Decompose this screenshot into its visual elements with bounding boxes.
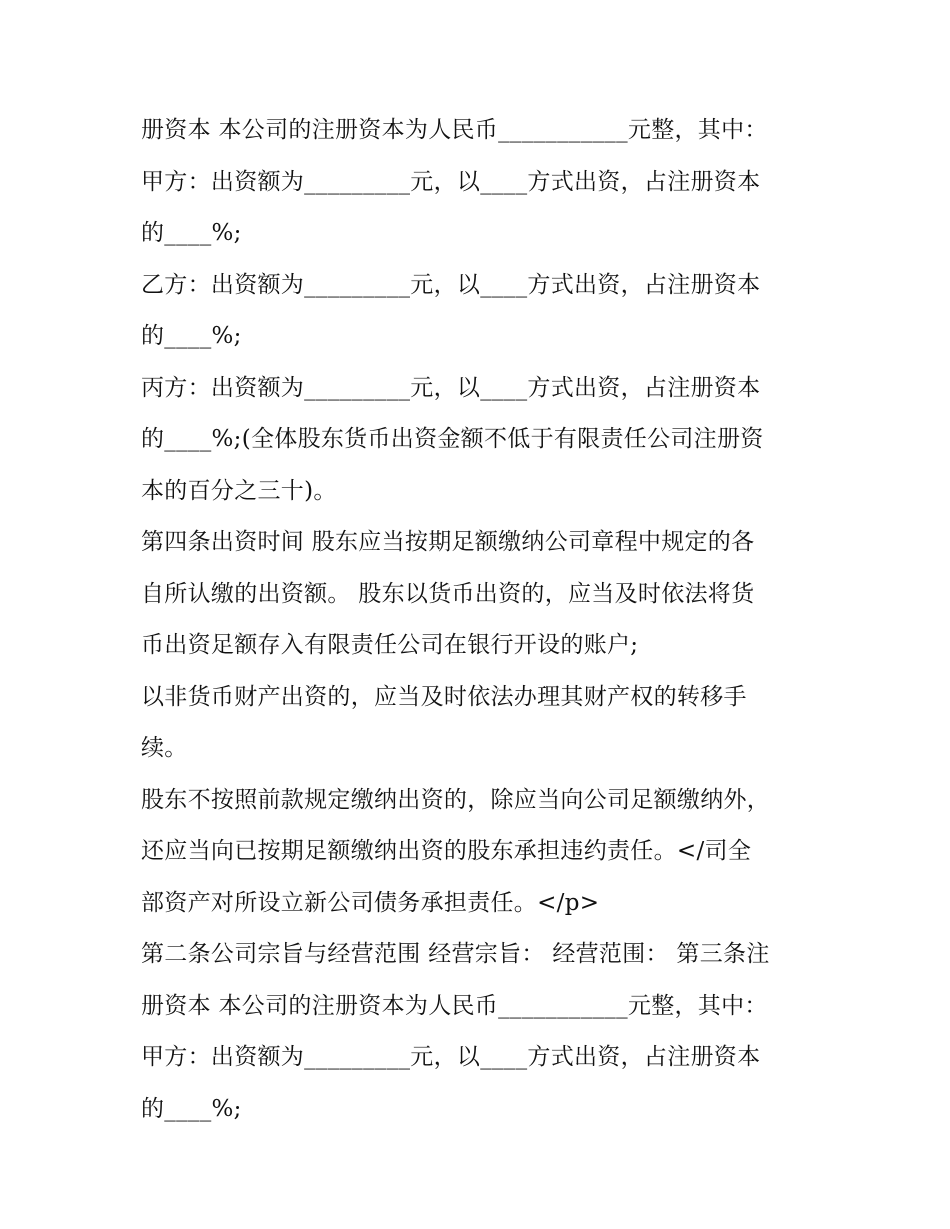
text-line: 丙方：出资额为_________元，以____方式出资，占注册资本 — [141, 374, 761, 401]
text-line: 册资本 本公司的注册资本为人民币___________元整，其中： — [141, 117, 768, 143]
text-line: 本的百分之三十)。 — [141, 477, 337, 504]
text-line: 乙方：出资额为_________元，以____方式出资，占注册资本 — [141, 271, 761, 298]
text-line: 币出资足额存入有限责任公司在银行开设的账户; — [141, 632, 639, 658]
text-line: 甲方：出资额为_________元，以____方式出资，占注册资本 — [141, 168, 761, 195]
text-line: 第四条出资时间 股东应当按期足额缴纳公司章程中规定的各 — [141, 529, 755, 555]
text-line: 的____%; — [141, 1095, 242, 1122]
text-line: 的____%; — [141, 323, 242, 349]
text-line: 以非货币财产出资的，应当及时依法办理其财产权的转移手 — [141, 683, 747, 710]
text-line: 的____%; — [141, 220, 242, 246]
text-line: 续。 — [141, 735, 188, 761]
document-body — [141, 105, 821, 1135]
text-line: 股东不按照前款规定缴纳出资的，除应当向公司足额缴纳外， — [141, 786, 771, 813]
text-line: 册资本 本公司的注册资本为人民币___________元整，其中： — [141, 992, 768, 1019]
text-line: 的____%;(全体股东货币出资金额不低于有限责任公司注册资 — [141, 426, 764, 452]
text-line: 部资产对所设立新公司债务承担责任。</p> — [141, 889, 600, 916]
text-line: 自所认缴的出资额。 股东以货币出资的，应当及时依法将货 — [141, 580, 755, 607]
text-line: 第二条公司宗旨与经营范围 经营宗旨： 经营范围： 第三条注 — [141, 941, 770, 967]
text-line: 还应当向已按期足额缴纳出资的股东承担违约责任。</司全 — [141, 838, 752, 864]
text-line: 甲方：出资额为_________元，以____方式出资，占注册资本 — [141, 1044, 761, 1070]
